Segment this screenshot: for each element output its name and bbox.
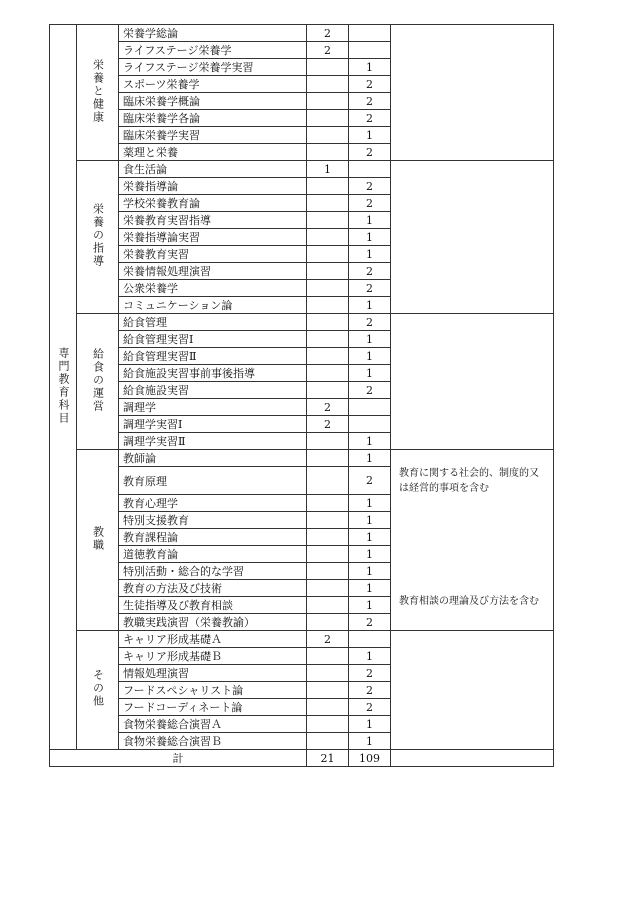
remark-line xyxy=(395,194,549,211)
elective-credits: 2 xyxy=(349,467,391,495)
course-name: 学校栄養教育論 xyxy=(119,195,307,212)
remark-line xyxy=(395,397,549,414)
required-credits: 2 xyxy=(307,25,349,42)
group-category-cell xyxy=(77,314,119,450)
course-name: 給食管理実習Ⅱ xyxy=(119,348,307,365)
elective-credits xyxy=(349,25,391,42)
elective-credits: 2 xyxy=(349,665,391,682)
course-row xyxy=(50,25,554,42)
total-elective: 109 xyxy=(349,750,391,767)
course-row xyxy=(50,450,554,467)
required-credits xyxy=(307,580,349,597)
course-name: 食生活論 xyxy=(119,161,307,178)
elective-credits: 1 xyxy=(349,365,391,382)
elective-credits: 1 xyxy=(349,716,391,733)
remark-line xyxy=(395,664,549,681)
remarks-cell xyxy=(391,450,554,631)
required-credits xyxy=(307,212,349,229)
remark-line: 教育に関する社会的、制度的又は経営的事項を含む xyxy=(399,467,539,494)
group-category-label: 栄養の指導 xyxy=(91,203,105,268)
remark-line xyxy=(395,544,549,561)
curriculum-table xyxy=(49,24,554,767)
remark-line xyxy=(395,108,549,125)
required-credits xyxy=(307,59,349,76)
course-name: 栄養情報処理演習 xyxy=(119,263,307,280)
required-credits xyxy=(307,450,349,467)
group-category-cell xyxy=(77,25,119,161)
elective-credits: 1 xyxy=(349,495,391,512)
course-name: 生徒指導及び教育相談 xyxy=(119,597,307,614)
required-credits xyxy=(307,529,349,546)
remarks-cell xyxy=(391,25,554,161)
elective-credits: 1 xyxy=(349,246,391,263)
course-name: 給食管理実習Ⅰ xyxy=(119,331,307,348)
elective-credits: 1 xyxy=(349,529,391,546)
remark-line xyxy=(395,277,549,294)
required-credits xyxy=(307,716,349,733)
remark-line xyxy=(395,697,549,714)
course-name: 薬理と栄養 xyxy=(119,144,307,161)
course-name: 食物栄養総合演習Ａ xyxy=(119,716,307,733)
elective-credits xyxy=(349,42,391,59)
elective-credits xyxy=(349,416,391,433)
group-category-cell xyxy=(77,450,119,631)
elective-credits: 1 xyxy=(349,733,391,750)
course-name: 教育原理 xyxy=(119,467,307,495)
course-name: 給食施設実習事前事後指導 xyxy=(119,365,307,382)
required-credits xyxy=(307,467,349,495)
remark-line xyxy=(395,648,549,665)
required-credits xyxy=(307,297,349,314)
required-credits: 2 xyxy=(307,631,349,648)
course-name: 調理学実習Ⅱ xyxy=(119,433,307,450)
group-category-cell xyxy=(77,161,119,314)
remark-line xyxy=(395,380,549,397)
remark-line xyxy=(395,681,549,698)
required-credits xyxy=(307,365,349,382)
elective-credits: 1 xyxy=(349,512,391,529)
remarks-stack xyxy=(395,25,549,157)
course-name: キャリア形成基礎Ｂ xyxy=(119,648,307,665)
course-name: 臨床栄養学実習 xyxy=(119,127,307,144)
elective-credits: 1 xyxy=(349,348,391,365)
remark-line xyxy=(395,75,549,92)
total-required: 21 xyxy=(307,750,349,767)
remark-line xyxy=(395,347,549,364)
remark-line xyxy=(395,413,549,430)
required-credits xyxy=(307,263,349,280)
course-name: 調理学 xyxy=(119,399,307,416)
remark-line xyxy=(395,25,549,42)
course-name: ライフステージ栄養学 xyxy=(119,42,307,59)
required-credits xyxy=(307,433,349,450)
remark-line xyxy=(395,610,549,627)
elective-credits: 2 xyxy=(349,263,391,280)
course-name: 教育課程論 xyxy=(119,529,307,546)
required-credits xyxy=(307,597,349,614)
elective-credits: 2 xyxy=(349,682,391,699)
required-credits xyxy=(307,733,349,750)
course-name: スポーツ栄養学 xyxy=(119,76,307,93)
elective-credits: 1 xyxy=(349,127,391,144)
remark-line xyxy=(395,141,549,158)
course-name: 特別活動・総合的な学習 xyxy=(119,563,307,580)
remarks-cell xyxy=(391,314,554,450)
remark-line xyxy=(395,714,549,731)
course-name: フードスペシャリスト論 xyxy=(119,682,307,699)
remark-line xyxy=(395,631,549,648)
remark-line xyxy=(395,211,549,228)
elective-credits: 1 xyxy=(349,297,391,314)
course-name: キャリア形成基礎Ａ xyxy=(119,631,307,648)
remarks-stack xyxy=(395,631,549,747)
elective-credits: 2 xyxy=(349,110,391,127)
elective-credits: 2 xyxy=(349,614,391,631)
remark-line xyxy=(395,244,549,261)
remarks-stack xyxy=(395,161,549,310)
remark-line xyxy=(395,450,549,467)
remark-line xyxy=(395,91,549,108)
required-credits xyxy=(307,512,349,529)
remark-line xyxy=(395,528,549,545)
course-name: 食物栄養総合演習Ｂ xyxy=(119,733,307,750)
course-name: 栄養指導論実習 xyxy=(119,229,307,246)
required-credits xyxy=(307,348,349,365)
course-name: 教師論 xyxy=(119,450,307,467)
required-credits xyxy=(307,546,349,563)
elective-credits: 1 xyxy=(349,597,391,614)
elective-credits: 2 xyxy=(349,382,391,399)
elective-credits: 2 xyxy=(349,76,391,93)
course-name: ライフステージ栄養学実習 xyxy=(119,59,307,76)
required-credits xyxy=(307,331,349,348)
elective-credits xyxy=(349,631,391,648)
remarks-cell xyxy=(391,631,554,750)
required-credits xyxy=(307,665,349,682)
remark-line xyxy=(395,314,549,331)
course-name: 道徳教育論 xyxy=(119,546,307,563)
required-credits xyxy=(307,495,349,512)
required-credits: 1 xyxy=(307,161,349,178)
major-category-cell xyxy=(50,25,77,750)
course-name: 教育心理学 xyxy=(119,495,307,512)
remarks-stack xyxy=(395,314,549,446)
course-name: 情報処理演習 xyxy=(119,665,307,682)
required-credits xyxy=(307,93,349,110)
course-name: 調理学実習Ⅰ xyxy=(119,416,307,433)
course-name: 臨床栄養学各論 xyxy=(119,110,307,127)
required-credits xyxy=(307,178,349,195)
course-name: 給食管理 xyxy=(119,314,307,331)
required-credits xyxy=(307,563,349,580)
elective-credits: 1 xyxy=(349,59,391,76)
elective-credits: 2 xyxy=(349,195,391,212)
required-credits xyxy=(307,144,349,161)
elective-credits: 2 xyxy=(349,144,391,161)
remark-line xyxy=(395,331,549,348)
remark-line: 教育相談の理論及び方法を含む xyxy=(399,596,539,608)
elective-credits: 1 xyxy=(349,563,391,580)
remark-line xyxy=(395,58,549,75)
group-category-cell xyxy=(77,631,119,750)
required-credits xyxy=(307,648,349,665)
required-credits: 2 xyxy=(307,399,349,416)
elective-credits: 2 xyxy=(349,314,391,331)
remark-line xyxy=(395,124,549,141)
total-row xyxy=(50,750,554,767)
course-name: コミュニケーション論 xyxy=(119,297,307,314)
group-category-label: その他 xyxy=(91,669,105,708)
remark-line xyxy=(395,511,549,528)
course-name: 公衆栄養学 xyxy=(119,280,307,297)
remark-line xyxy=(395,178,549,195)
remark-line xyxy=(395,495,549,512)
remark-line xyxy=(395,364,549,381)
elective-credits: 1 xyxy=(349,229,391,246)
elective-credits: 2 xyxy=(349,699,391,716)
course-name: 給食施設実習 xyxy=(119,382,307,399)
course-name: 栄養教育実習指導 xyxy=(119,212,307,229)
course-row xyxy=(50,314,554,331)
elective-credits: 1 xyxy=(349,546,391,563)
required-credits: 2 xyxy=(307,42,349,59)
elective-credits: 1 xyxy=(349,450,391,467)
course-name: 特別支援教育 xyxy=(119,512,307,529)
group-category-label: 栄養と健康 xyxy=(91,58,105,124)
remarks-stack xyxy=(395,450,549,627)
required-credits xyxy=(307,614,349,631)
elective-credits: 1 xyxy=(349,331,391,348)
course-name: 臨床栄養学概論 xyxy=(119,93,307,110)
elective-credits: 2 xyxy=(349,178,391,195)
group-category-label: 給食の運営 xyxy=(91,347,105,413)
required-credits xyxy=(307,246,349,263)
course-name: 栄養学総論 xyxy=(119,25,307,42)
remark-line xyxy=(395,161,549,178)
required-credits xyxy=(307,110,349,127)
elective-credits: 1 xyxy=(349,433,391,450)
elective-credits: 1 xyxy=(349,580,391,597)
required-credits: 2 xyxy=(307,416,349,433)
major-category-label: 専門教育科目 xyxy=(57,346,70,425)
required-credits xyxy=(307,314,349,331)
elective-credits: 1 xyxy=(349,648,391,665)
elective-credits xyxy=(349,161,391,178)
course-name: フードコーディネート論 xyxy=(119,699,307,716)
course-name: 教職実践演習（栄養教諭） xyxy=(119,614,307,631)
course-name: 栄養指導論 xyxy=(119,178,307,195)
remark-line xyxy=(395,561,549,578)
remarks-cell xyxy=(391,161,554,314)
course-name: 栄養教育実習 xyxy=(119,246,307,263)
required-credits xyxy=(307,127,349,144)
elective-credits: 1 xyxy=(349,212,391,229)
required-credits xyxy=(307,280,349,297)
elective-credits xyxy=(349,399,391,416)
remark-line xyxy=(395,730,549,747)
required-credits xyxy=(307,76,349,93)
course-name: 教育の方法及び技術 xyxy=(119,580,307,597)
required-credits xyxy=(307,382,349,399)
remark-line xyxy=(395,42,549,59)
total-remarks xyxy=(391,750,554,767)
course-row xyxy=(50,631,554,648)
total-label: 計 xyxy=(50,750,307,767)
required-credits xyxy=(307,229,349,246)
elective-credits: 2 xyxy=(349,280,391,297)
remark-line xyxy=(395,293,549,310)
required-credits xyxy=(307,682,349,699)
remark-line xyxy=(395,577,549,594)
required-credits xyxy=(307,195,349,212)
group-category-label: 教職 xyxy=(91,525,105,552)
elective-credits: 2 xyxy=(349,93,391,110)
remark-line xyxy=(395,260,549,277)
remark-line xyxy=(395,430,549,447)
required-credits xyxy=(307,699,349,716)
remark-line xyxy=(395,227,549,244)
course-row xyxy=(50,161,554,178)
